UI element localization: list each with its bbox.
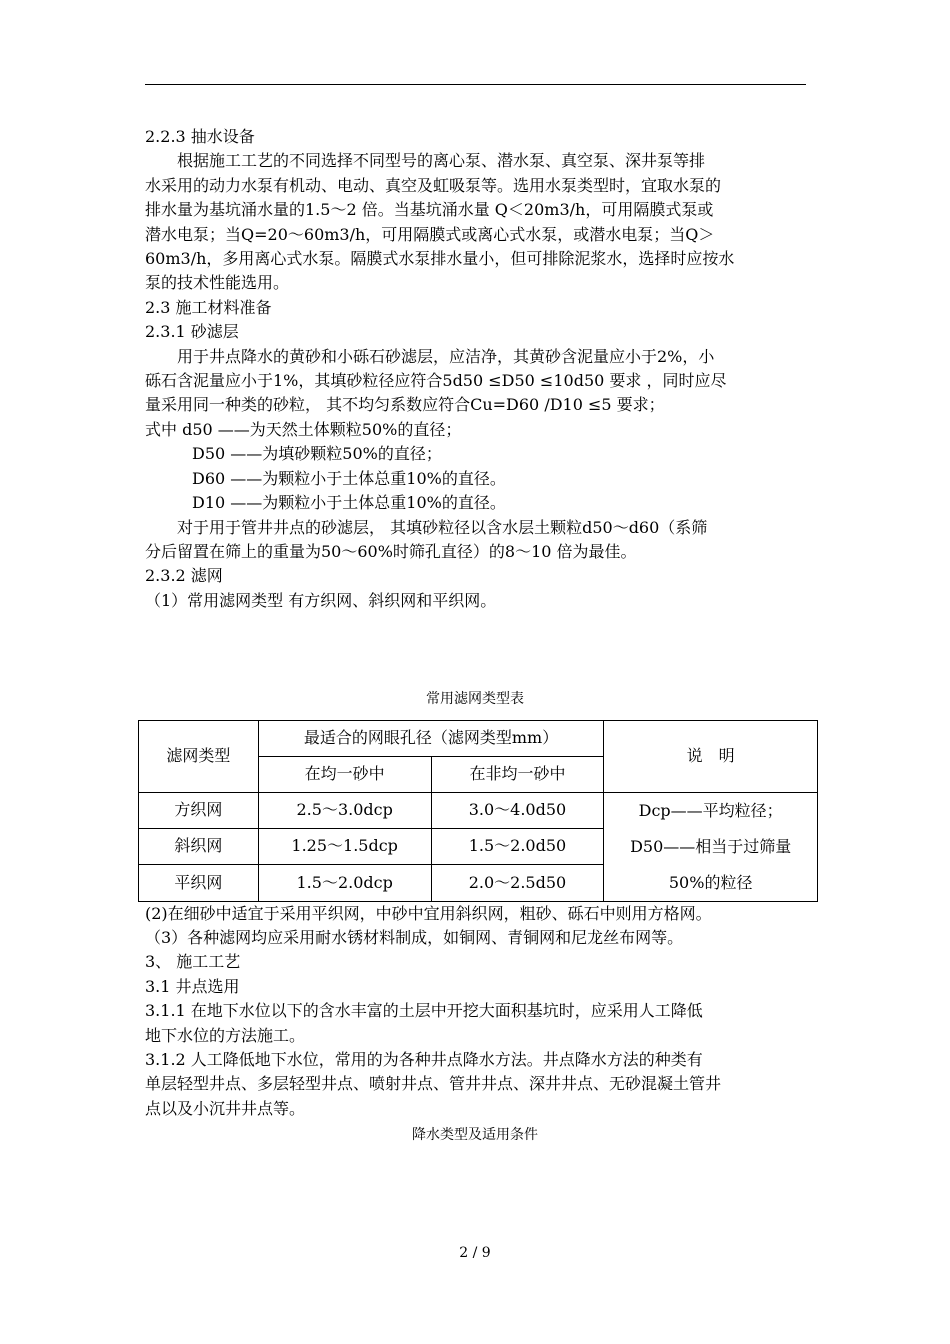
section-2-2-3-block xyxy=(145,125,810,613)
table-row xyxy=(139,792,818,828)
text-line: 泵的技术性能选用。 xyxy=(145,273,290,293)
text-line: 60m3/h，多用离心式水泵。隔膜式水泵排水量小，但可排除泥浆水，选择时应按水 xyxy=(145,249,735,269)
text-line: 对于用于管井井点的砂滤层， 其填砂粒径以含水层土颗粒d50～d60（系筛 xyxy=(177,517,708,537)
header-cell-note: 说 明 xyxy=(604,720,818,792)
text-line: 式中 d50 ——为天然土体颗粒50%的直径； xyxy=(145,419,462,439)
header-cell-aperture: 最适合的网眼孔径（滤网类型mm） xyxy=(258,720,604,756)
cell-nonuniform: 3.0～4.0d50 xyxy=(431,792,604,828)
cell-uniform: 2.5～3.0dcp xyxy=(258,792,431,828)
header-rule xyxy=(145,84,806,85)
text-line: D10 ——为颗粒小于土体总重10%的直径。 xyxy=(192,493,506,513)
text-line: 排水量为基坑涌水量的1.5～2 倍。当基坑涌水量 Q＜20m3/h，可用隔膜式泵或 xyxy=(145,200,714,220)
section-heading: 2.3 施工材料准备 xyxy=(145,297,272,317)
text-line: 单层轻型井点、多层轻型井点、喷射井点、管井井点、深井井点、无砂混凝土管井 xyxy=(145,1074,722,1094)
text-line: 根据施工工艺的不同选择不同型号的离心泵、潜水泵、真空泵、深井泵等排 xyxy=(177,151,706,171)
text-line: 潜水电泵；当Q=20～60m3/h，可用隔膜式或离心式水泵，或潜水电泵；当Q＞ xyxy=(145,224,715,244)
table-caption-2: 降水类型及适用条件 xyxy=(412,1127,538,1144)
text-line: D50 ——为填砂颗粒50%的直径； xyxy=(192,444,442,464)
section-heading: 3、 施工工艺 xyxy=(145,952,241,972)
text-line: 点以及小沉井井点等。 xyxy=(145,1098,306,1118)
cell-nonuniform: 1.5～2.0d50 xyxy=(431,828,604,864)
text-line: 分后留置在筛上的重量为50～60%时筛孔直径）的8～10 倍为最佳。 xyxy=(145,541,637,561)
text-line: D60 ——为颗粒小于土体总重10%的直径。 xyxy=(192,468,506,488)
cell-nonuniform: 2.0～2.5d50 xyxy=(431,865,604,901)
text-line: 3.1.1 在地下水位以下的含水丰富的土层中开挖大面积基坑时，应采用人工降低 xyxy=(145,1001,703,1021)
text-line: （1）常用滤网类型 有方织网、斜织网和平织网。 xyxy=(145,590,497,610)
section-heading: 3.1 井点选用 xyxy=(145,976,240,996)
cell-type: 斜织网 xyxy=(139,828,259,864)
text-line: (2)在细砂中适宜于采用平织网，中砂中宜用斜织网，粗砂、砾石中则用方格网。 xyxy=(145,903,712,923)
note-line: D50——相当于过筛量 xyxy=(630,836,792,856)
text-line: 砾石含泥量应小于1%，其填砂粒径应符合5d50 ≤D50 ≤10d50 要求 ，同时应尽 xyxy=(145,371,727,391)
table-caption: 常用滤网类型表 xyxy=(426,691,524,708)
header-cell-type: 滤网类型 xyxy=(139,720,259,792)
text-line: 量采用同一种类的砂粒， 其不均匀系数应符合Cu=D60 /D10 ≤5 要求； xyxy=(145,395,665,415)
text-line: 地下水位的方法施工。 xyxy=(145,1025,306,1045)
note-line: 50%的粒径 xyxy=(668,872,753,892)
text-line: 3.1.2 人工降低地下水位，常用的为各种井点降水方法。井点降水方法的种类有 xyxy=(145,1049,703,1069)
page-number: 2 / 9 xyxy=(459,1245,491,1261)
section-heading: 2.3.2 滤网 xyxy=(145,566,223,586)
section-heading: 2.3.1 砂滤层 xyxy=(145,322,239,342)
text-line: 用于井点降水的黄砂和小砾石砂滤层，应洁净，其黄砂含泥量应小于2%，小 xyxy=(177,346,715,366)
cell-uniform: 1.5～2.0dcp xyxy=(258,865,431,901)
filter-mesh-table xyxy=(138,720,818,902)
cell-note xyxy=(604,792,818,901)
header-cell-nonuniform: 在非均一砂中 xyxy=(431,756,604,792)
table-header-row xyxy=(139,720,818,756)
cell-type: 平织网 xyxy=(139,865,259,901)
text-line: 水采用的动力水泵有机动、电动、真空及虹吸泵等。选用水泵类型时，宜取水泵的 xyxy=(145,175,722,195)
cell-uniform: 1.25～1.5dcp xyxy=(258,828,431,864)
cell-type: 方织网 xyxy=(139,792,259,828)
header-cell-uniform: 在均一砂中 xyxy=(258,756,431,792)
text-line: 2.2.3 抽水设备 xyxy=(145,127,255,146)
note-line: Dcp——平均粒径； xyxy=(638,800,783,820)
text-line: （3）各种滤网均应采用耐水锈材料制成，如铜网、青铜网和尼龙丝布网等。 xyxy=(145,927,684,947)
section-3-block xyxy=(145,902,810,1122)
document-body xyxy=(145,125,810,1148)
